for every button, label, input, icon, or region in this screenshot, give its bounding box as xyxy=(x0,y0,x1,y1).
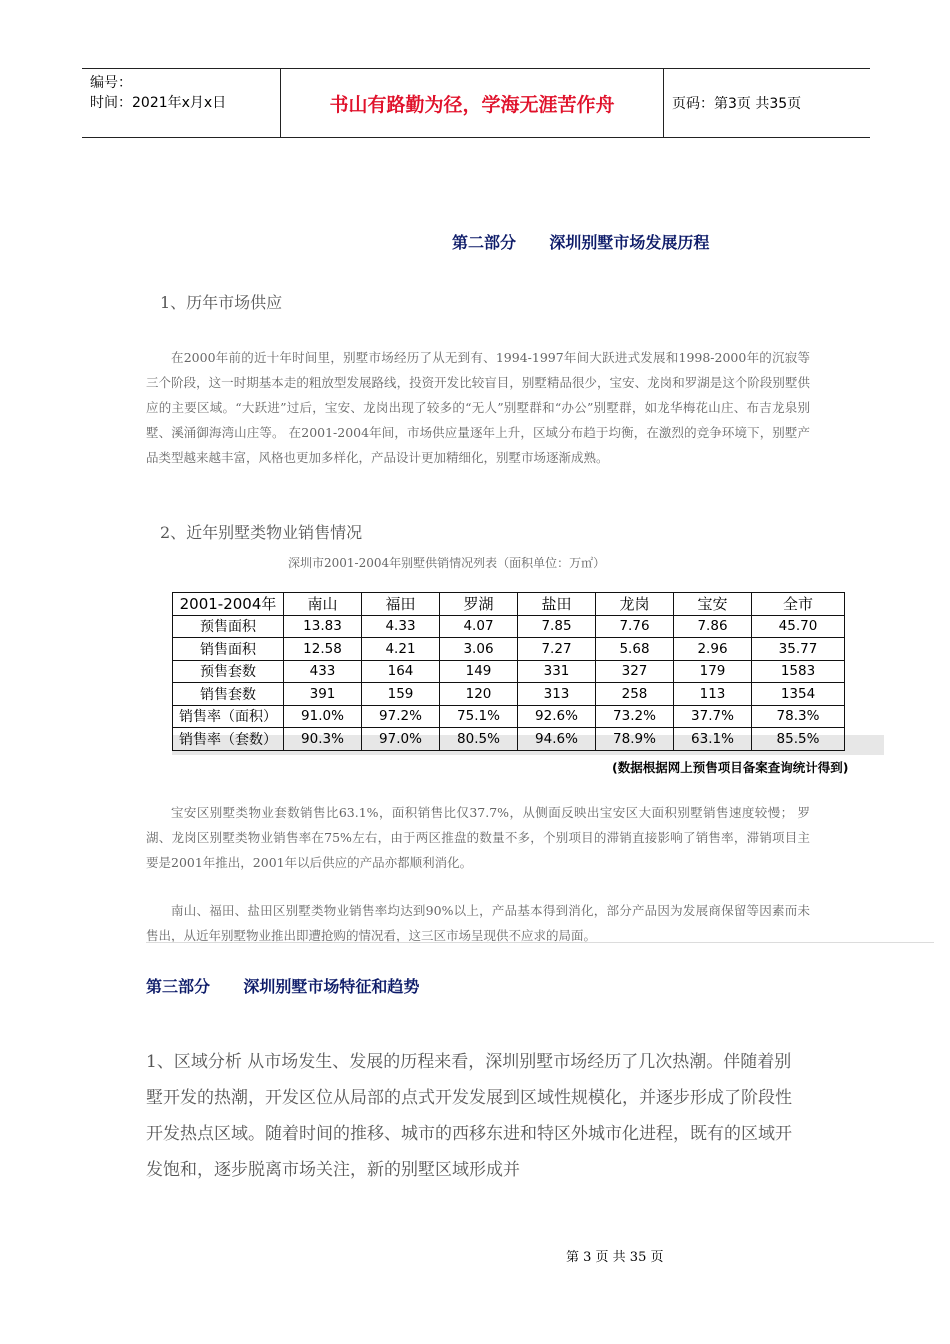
table-header-cell: 全市 xyxy=(752,593,845,616)
table-cell: 391 xyxy=(284,683,362,706)
table-cell: 4.21 xyxy=(362,638,440,661)
table-header-cell: 罗湖 xyxy=(440,593,518,616)
table-cell: 7.86 xyxy=(674,615,752,638)
section1-title: 1、历年市场供应 xyxy=(160,293,283,312)
header-page-label: 页码：第3页 共35页 xyxy=(672,96,802,112)
table-header-cell: 宝安 xyxy=(674,593,752,616)
table-cell: 164 xyxy=(362,660,440,683)
table-cell: 258 xyxy=(596,683,674,706)
table-cell: 113 xyxy=(674,683,752,706)
table-row-label: 销售面积 xyxy=(173,638,284,661)
table-row xyxy=(173,638,845,661)
table-header-row xyxy=(173,593,845,616)
table-cell: 78.3% xyxy=(752,705,845,728)
table-header-cell: 南山 xyxy=(284,593,362,616)
table-cell: 13.83 xyxy=(284,615,362,638)
table-cell: 45.70 xyxy=(752,615,845,638)
table-cell: 92.6% xyxy=(518,705,596,728)
sales-table xyxy=(172,592,845,751)
table-row-label: 预售套数 xyxy=(173,660,284,683)
table-cell: 7.76 xyxy=(596,615,674,638)
table-cell: 4.33 xyxy=(362,615,440,638)
table-cell: 78.9% xyxy=(596,728,674,751)
table-cell: 97.0% xyxy=(362,728,440,751)
part3-heading: 第三部分 深圳别墅市场特征和趋势 xyxy=(146,977,420,996)
table-cell: 2.96 xyxy=(674,638,752,661)
table-header-cell: 盐田 xyxy=(518,593,596,616)
section1-paragraph: 在2000年前的近十年时间里，别墅市场经历了从无到有、1994-1997年间大跃进式发展和1998-2000年的沉寂等三个阶段，这一时期基本走的粗放型发展路线，投资开发比较盲目，别墅精品很少，宝安、龙岗和罗湖是这个阶段别墅供应的主要区域。“大跃进”过后，宝安、龙岗出现了较多的“无人”别墅群和“办公”别墅群，如龙华梅花山庄、布吉龙泉别墅、溪涌御海湾山庄等。 在2001-2004年间，市场供应量逐年上升，区域分布趋于均衡，在激烈的竞争环境下，别墅产品类型越来越丰富，风格也更加多样化，产品设计更加精细化，别墅市场逐渐成熟。 xyxy=(146,350,810,465)
table-cell: 179 xyxy=(674,660,752,683)
table-cell: 63.1% xyxy=(674,728,752,751)
table-cell: 73.2% xyxy=(596,705,674,728)
table-cell: 7.85 xyxy=(518,615,596,638)
table-row xyxy=(173,728,845,751)
section2-title: 2、近年别墅类物业销售情况 xyxy=(160,523,363,542)
table-header-cell: 福田 xyxy=(362,593,440,616)
table-cell: 1354 xyxy=(752,683,845,706)
header-meta xyxy=(90,73,280,113)
table-cell: 75.1% xyxy=(440,705,518,728)
table-cell: 5.68 xyxy=(596,638,674,661)
table-source-note: (数据根据网上预售项目备案查询统计得到) xyxy=(612,760,849,775)
part2-heading: 第二部分 深圳别墅市场发展历程 xyxy=(452,233,710,252)
table-cell: 433 xyxy=(284,660,362,683)
table-cell: 313 xyxy=(518,683,596,706)
divider xyxy=(146,942,934,943)
table-cell: 85.5% xyxy=(752,728,845,751)
table-row xyxy=(173,615,845,638)
table-caption: 深圳市2001-2004年别墅供销情况列表（面积单位：万㎡） xyxy=(288,556,606,570)
table-cell: 7.27 xyxy=(518,638,596,661)
table-cell: 91.0% xyxy=(284,705,362,728)
page-header xyxy=(82,68,870,138)
page-footer: 第 3 页 共 35 页 xyxy=(566,1250,664,1265)
table-cell: 90.3% xyxy=(284,728,362,751)
table-cell: 4.07 xyxy=(440,615,518,638)
analysis-paragraph-2: 南山、福田、盐田区别墅类物业销售率均达到90%以上，产品基本得到消化，部分产品因为发展商保留等因素而未售出，从近年别墅物业推出即遭抢购的情况看，这三区市场呈现供不应求的局面。 xyxy=(146,903,810,943)
table-cell: 12.58 xyxy=(284,638,362,661)
table-row xyxy=(173,705,845,728)
table-cell: 3.06 xyxy=(440,638,518,661)
time-label: 时间：2021年x月x日 xyxy=(90,95,227,111)
table-cell: 35.77 xyxy=(752,638,845,661)
table-cell: 1583 xyxy=(752,660,845,683)
table-row-label: 销售套数 xyxy=(173,683,284,706)
table-cell: 327 xyxy=(596,660,674,683)
number-label: 编号： xyxy=(90,75,132,91)
analysis-paragraph-1: 宝安区别墅类物业套数销售比63.1%，面积销售比仅37.7%，从侧面反映出宝安区大面积别墅销售速度较慢； 罗湖、龙岗区别墅类物业销售率在75%左右，由于两区推盘的数量不多，个别项目的滞销直接影响了销售率，滞销项目主要是2001年推出，2001年以后供应的产品亦都顺利消化。 xyxy=(146,805,810,870)
table-cell: 149 xyxy=(440,660,518,683)
table-cell: 331 xyxy=(518,660,596,683)
table-row xyxy=(173,660,845,683)
table-header-cell: 龙岗 xyxy=(596,593,674,616)
table-cell: 37.7% xyxy=(674,705,752,728)
part3-paragraph: 1、区域分析 从市场发生、发展的历程来看，深圳别墅市场经历了几次热潮。伴随着别墅开发的热潮，开发区位从局部的点式开发发展到区域性规模化，并逐步形成了阶段性开发热点区域。随着时间的推移、城市的西移东进和特区外城市化进程，既有的区域开发饱和，逐步脱离市场关注，新的别墅区域形成并 xyxy=(146,1052,792,1180)
header-motto: 书山有路勤为径，学海无涯苦作舟 xyxy=(280,69,664,137)
table-cell: 97.2% xyxy=(362,705,440,728)
table-row-label: 销售率（面积） xyxy=(173,705,284,728)
table-row-label: 销售率（套数） xyxy=(173,728,284,751)
table-cell: 80.5% xyxy=(440,728,518,751)
table-cell: 120 xyxy=(440,683,518,706)
table-row-label: 预售面积 xyxy=(173,615,284,638)
table-row xyxy=(173,683,845,706)
table-cell: 94.6% xyxy=(518,728,596,751)
table-cell: 159 xyxy=(362,683,440,706)
table-header-cell: 2001-2004年 xyxy=(173,593,284,616)
